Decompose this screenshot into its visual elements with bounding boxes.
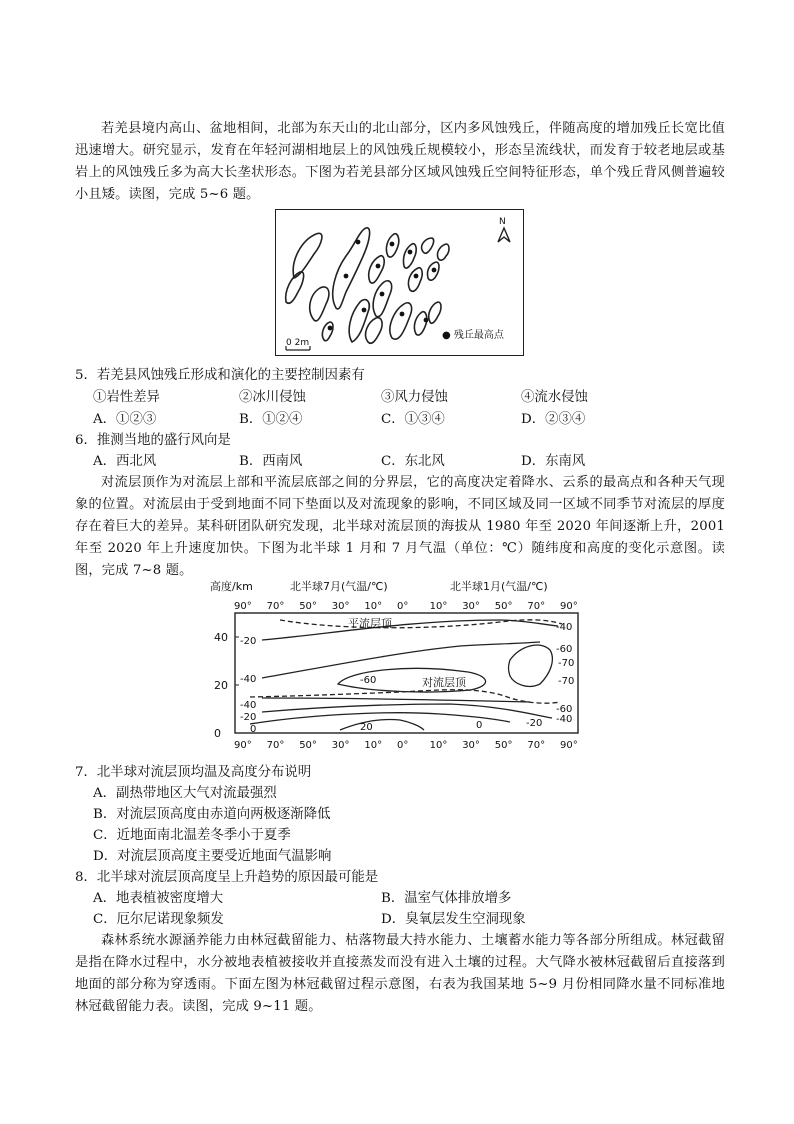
north-label: N: [499, 217, 506, 227]
yardang-shape: [414, 312, 426, 335]
y-axis-label: 高度/km: [210, 580, 253, 593]
yardang-shape: [366, 318, 383, 344]
q6-option-a[interactable]: A．西北风: [93, 454, 157, 469]
yardang-shape: [429, 302, 441, 323]
x-tick-top: 70°: [527, 601, 546, 612]
q5-stem: 5．若羌县风蚀残丘形成和演化的主要控制因素有: [75, 368, 365, 383]
yardang-shape: [293, 233, 322, 278]
x-tick-bottom: 0°: [397, 740, 409, 751]
x-tick-top: 30°: [462, 601, 480, 612]
x-tick-bottom: 30°: [462, 740, 480, 751]
label-inner-3: 0: [476, 720, 483, 731]
yardang-shape: [437, 244, 449, 260]
x-tick-top: 10°: [429, 601, 448, 612]
yardang-shape: [373, 281, 391, 317]
q7-option-a[interactable]: A．副热带地区大气对流最强烈: [93, 786, 277, 801]
x-tick-top: 90°: [560, 601, 578, 612]
yardang-shape: [422, 238, 434, 253]
yardang-map: [276, 210, 522, 354]
q8-option-c[interactable]: C．厄尔尼诺现象频发: [93, 912, 224, 927]
x-tick-top: 30°: [331, 601, 350, 612]
x-tick-top: 10°: [364, 601, 383, 612]
yardang-shape: [390, 303, 412, 339]
label-right-3: -70: [558, 658, 575, 669]
annotation-stratopause: 平流层顶: [348, 617, 392, 630]
peak-dots: [328, 240, 437, 331]
x-tick-top: 50°: [299, 601, 317, 612]
q5-option-b[interactable]: B．①②④: [239, 412, 303, 427]
q8-option-d[interactable]: D．臭氧层发生空洞现象: [381, 912, 526, 927]
label-right-7: -20: [526, 718, 543, 729]
temperature-chart: [210, 580, 585, 752]
q5-item-2: ②冰川侵蚀: [239, 390, 306, 405]
annotation-tropopause: 对流层顶: [422, 676, 466, 689]
temperature-chart-svg: [210, 580, 585, 752]
x-tick-bottom: 50°: [299, 740, 317, 751]
yardang-shape: [286, 272, 304, 303]
legend-peak: ● 残丘最高点: [442, 330, 504, 341]
q6-option-d[interactable]: D．东南风: [521, 454, 586, 469]
x-tick-bottom: 70°: [527, 740, 546, 751]
q6-option-b[interactable]: B．西南风: [239, 454, 303, 469]
right-title: 北半球1月(气温/℃): [450, 580, 548, 593]
y-tick: 20: [214, 679, 228, 692]
x-tick-top: 50°: [494, 601, 513, 612]
yardang-shape: [408, 268, 422, 292]
isotherm-minus70: [509, 645, 553, 686]
label-inner-1: -60: [360, 675, 377, 686]
x-ticks-bottom: [234, 740, 578, 751]
isotherm-minus40-lower: [262, 698, 530, 702]
q8-option-a[interactable]: A．地表植被密度增大: [93, 891, 224, 906]
x-tick-bottom: 90°: [234, 740, 252, 751]
x-tick-top: 70°: [266, 601, 285, 612]
label-right-6: -40: [556, 714, 573, 725]
x-tick-bottom: 10°: [364, 740, 383, 751]
x-tick-bottom: 70°: [266, 740, 285, 751]
isotherm-minus20-lower: [262, 704, 552, 718]
x-tick-top: 90°: [234, 601, 252, 612]
label-left-2: -40: [240, 674, 257, 685]
label-right-5: -60: [556, 704, 573, 715]
north-arrow-icon: [498, 228, 510, 242]
q5-item-4: ④流水侵蚀: [521, 390, 588, 405]
label-inner-2: 20: [360, 722, 373, 733]
q5-option-d[interactable]: D．②③④: [521, 412, 586, 427]
yardang-figure: [275, 209, 524, 356]
q8-stem: 8．北半球对流层顶高度呈上升趋势的原因最可能是: [75, 870, 379, 885]
y-tick: 40: [214, 631, 228, 644]
passage-1: 若羌县境内高山、盆地相间，北部为东天山的北山部分，区内多风蚀残丘，伴随高度的增加残丘长宽比值迅速增大。研究显示，发育在年轻河湖相地层上的风蚀残丘规模较小，形态呈流线状，而发育于较老地层或基岩上的风蚀残丘多为高大长垄状形态。下图为若羌县部分区域风蚀残丘空间特征形态，单个残丘背风侧普遍较小且矮。读图，完成 5~6 题。: [75, 121, 725, 202]
scale-label: 0 2m: [286, 338, 310, 348]
x-ticks-top: [234, 601, 578, 612]
x-tick-bottom: 30°: [331, 740, 350, 751]
label-left-1: -20: [240, 636, 257, 647]
q7-option-c[interactable]: C．近地面南北温差冬季小于夏季: [93, 828, 291, 843]
x-tick-top: 0°: [397, 601, 409, 612]
label-right-4: -70: [558, 676, 575, 687]
label-left-3: -40: [240, 700, 257, 711]
yardang-shape: [403, 244, 416, 268]
q5-option-a[interactable]: A．①②③: [93, 412, 157, 427]
q7-stem: 7．北半球对流层顶均温及高度分布说明: [75, 765, 312, 780]
label-left-4: -20: [240, 712, 257, 723]
q7-option-b[interactable]: B．对流层顶高度由赤道向两极逐渐降低: [93, 807, 331, 822]
isotherm-minus40-mid: [262, 642, 540, 678]
label-right-2: -60: [556, 644, 573, 655]
x-tick-bottom: 10°: [429, 740, 448, 751]
q5-item-1: ①岩性差异: [93, 390, 160, 405]
q8-option-b[interactable]: B．温室气体排放增多: [381, 891, 512, 906]
q6-option-c[interactable]: C．东北风: [381, 454, 445, 469]
q6-stem: 6．推测当地的盛行风向是: [75, 433, 231, 448]
isotherm-0: [250, 713, 510, 724]
q7-option-d[interactable]: D．对流层顶高度主要受近地面气温影响: [93, 849, 332, 864]
label-right-1: -40: [556, 622, 573, 633]
yardang-shape: [333, 228, 370, 309]
yardang-shape: [310, 287, 329, 321]
x-tick-bottom: 90°: [560, 740, 578, 751]
q5-item-3: ③风力侵蚀: [381, 390, 448, 405]
isotherm-20: [340, 719, 424, 730]
passage-2: 对流层顶作为对流层上部和平流层底部之间的分界层，它的高度决定着降水、云系的最高点和各种天气现象的位置。对流层由于受到地面不同下垫面以及对流现象的影响，不同区域及同一区域不同季节对流层的厚度存在着巨大的差异。某科研团队研究发现，北半球对流层顶的海拔从 1980 年至 2020 年间逐渐上升，2001 年至 2020 年上升速度加快。下图为北半球 1 月和 7 月气温（单位：℃）随纬度和高度的变化示意图。读图，完成 7~8 题。: [75, 475, 725, 578]
yardang-shape: [322, 322, 333, 341]
left-title: 北半球7月(气温/℃): [290, 580, 388, 593]
y-tick: 0: [214, 727, 221, 740]
x-tick-bottom: 50°: [494, 740, 513, 751]
isotherms: [250, 620, 562, 730]
q5-option-c[interactable]: C．①③④: [381, 412, 445, 427]
label-left-5: 0: [250, 724, 257, 735]
passage-3: 森林系统水源涵养能力由林冠截留能力、枯落物最大持水能力、土壤蓄水能力等各部分所组成。林冠截留是指在降水过程中，水分被地表植被接收并直接蒸发而没有进入土壤的过程。大气降水被林冠截留后直接落到地面的部分称为穿透雨。下面左图为林冠截留过程示意图，右表为我国某地 5~9 月份相同降水量不同标准地林冠截留能力表。读图，完成 9~11 题。: [75, 933, 725, 1014]
yardang-shape: [369, 256, 384, 283]
